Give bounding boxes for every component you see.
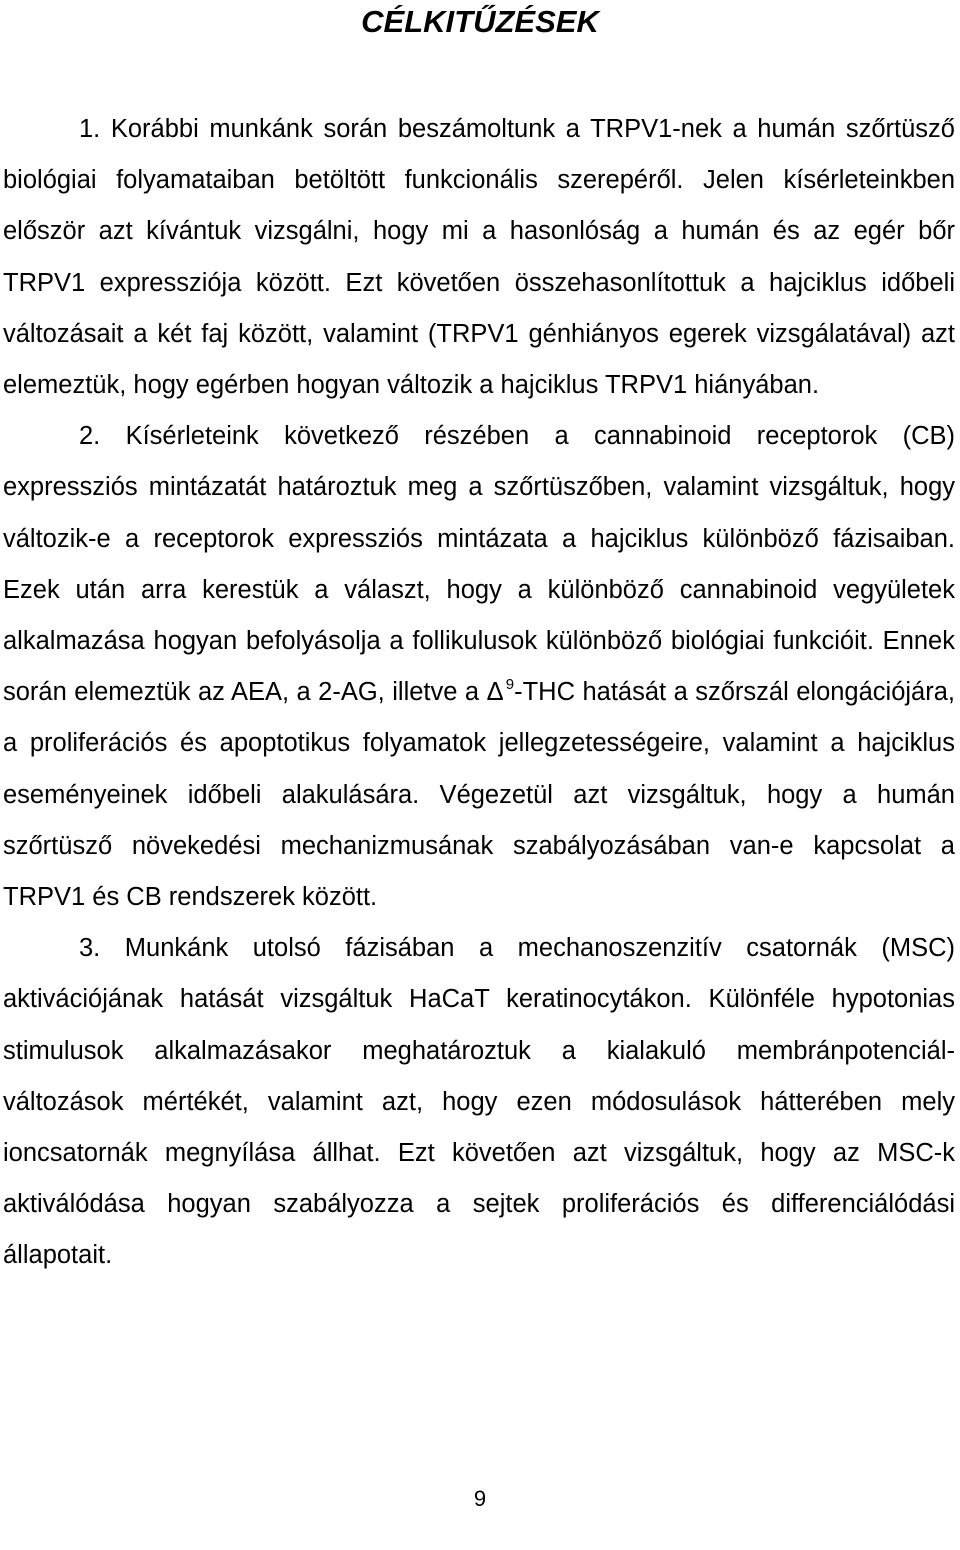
page-title: CÉLKITŰZÉSEK xyxy=(361,4,599,39)
body-text xyxy=(3,104,955,1282)
paragraph-3: 3. Munkánk utolsó fázisában a mechanoszenzitív csatornák (MSC) aktivációjának hatását vizsgáltuk HaCaT keratinocytákon. Különféle hypotonias stimulusok alkalmazásakor meghatároztuk a kialakuló membránpotenciál-változások mértékét, valamint azt, hogy ezen módosulások hátterében mely ioncsatornák megnyílása állhat. Ezt követően azt vizsgáltuk, hogy az MSC-k aktiválódása hogyan szabályozza a sejtek proliferációs és differenciálódási állapotait. xyxy=(3,934,955,1270)
paragraph-1: 1. Korábbi munkánk során beszámoltunk a TRPV1-nek a humán szőrtüsző biológiai folyamataiban betöltött funkcionális szerepéről. Jelen kísérleteinkben először azt kívántuk vizsgálni, hogy mi a hasonlóság a humán és az egér bőr TRPV1 expressziója között. Ezt követően összehasonlítottuk a hajciklus időbeli változásait a két faj között, valamint (TRPV1 génhiányos egerek vizsgálatával) azt elemeztük, hogy egérben hogyan változik a hajciklus TRPV1 hiányában. xyxy=(3,115,955,400)
paragraph-2-part-2: -THC hatását a szőrszál elongációjára, a proliferációs és apoptotikus folyamatok jellegzetességeire, valamint a hajciklus eseményeinek időbeli alakulására. Végezetül azt vizsgáltuk, hogy a humán szőrtüsző növekedési mechanizmusának szabályozásában van-e kapcsolat a TRPV1 és CB rendszerek között. xyxy=(3,678,955,912)
page-number: 9 xyxy=(473,1486,487,1511)
delta-symbol: Δ xyxy=(486,678,504,707)
delta-superscript: 9 xyxy=(505,676,515,694)
paragraph-2-part-1: 2. Kísérleteink következő részében a cannabinoid receptorok (CB) expressziós mintázatát határoztuk meg a szőrtüszőben, valamint vizsgáltuk, hogy változik-e a receptorok expressziós mintázata a hajciklus különböző fázisaiban. Ezek után arra kerestük a választ, hogy a különböző cannabinoid vegyületek alkalmazása hogyan befolyásolja a follikulusok különböző biológiai funkcióit. Ennek során elemeztük az AEA, a 2-AG, illetve a xyxy=(3,422,955,707)
paragraph-2 xyxy=(3,411,955,923)
